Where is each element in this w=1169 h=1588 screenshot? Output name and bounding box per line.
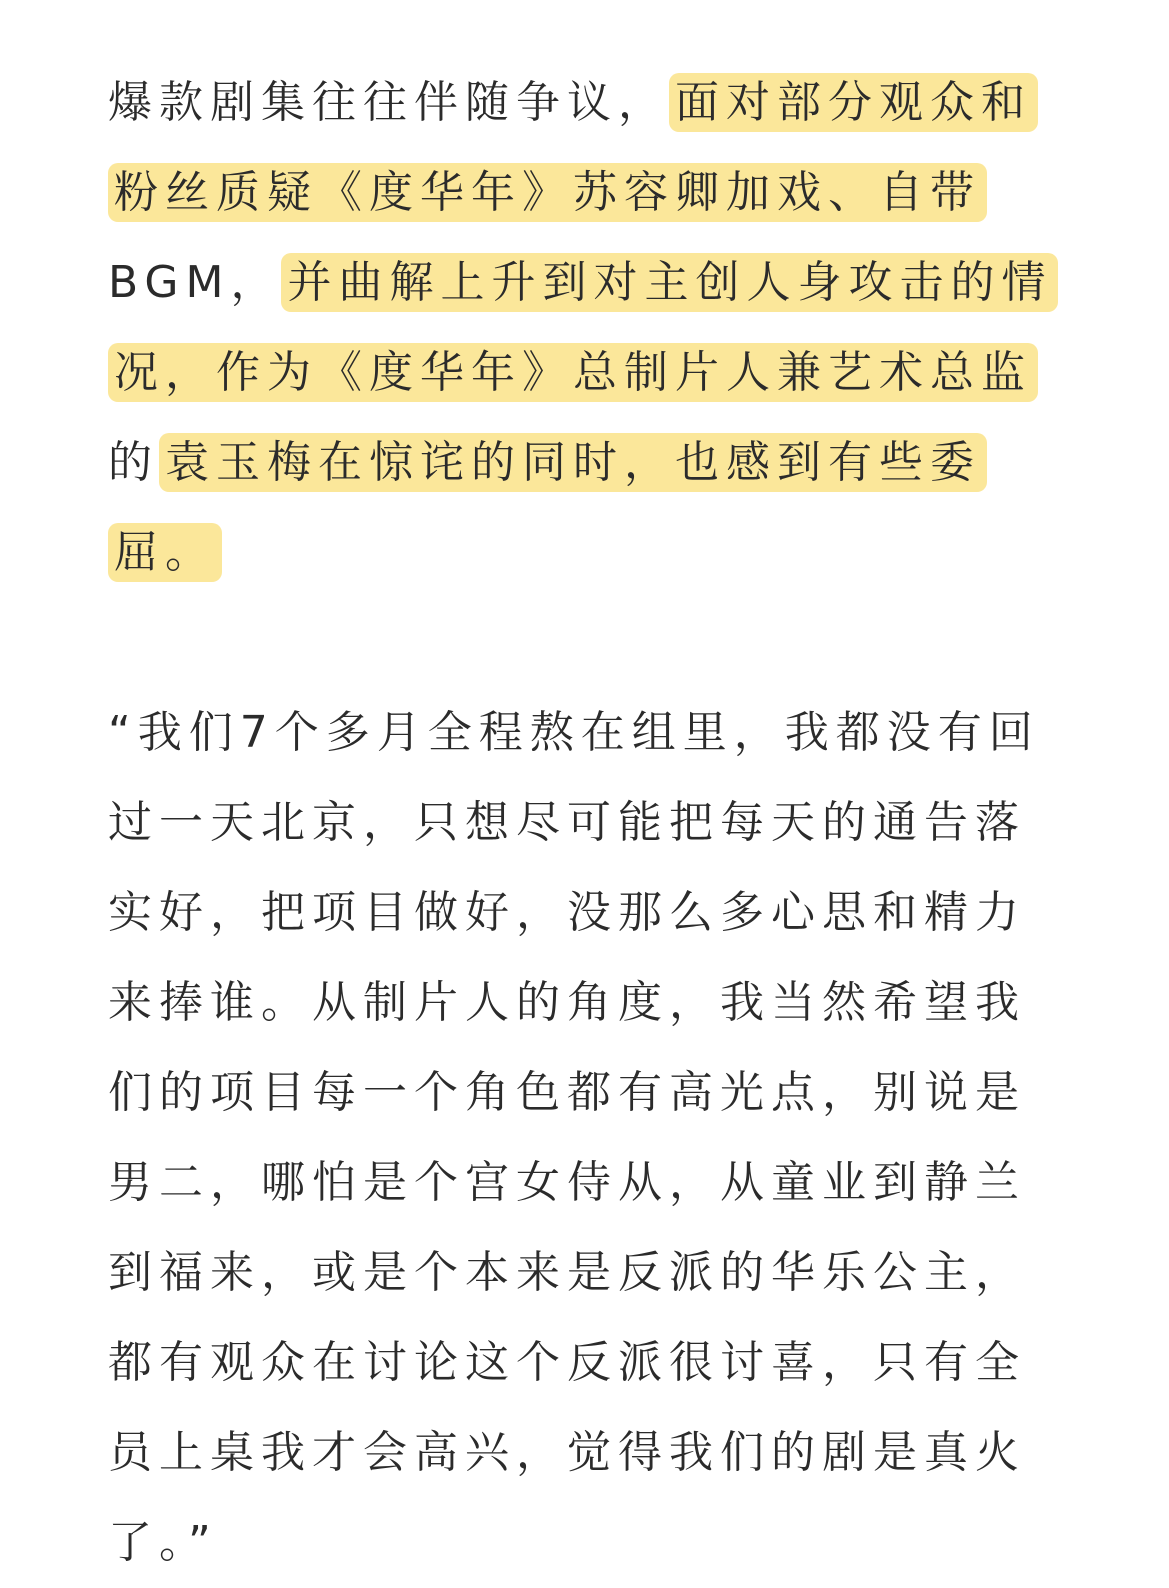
- paragraph-quote: [108, 688, 1063, 1588]
- text-line: 员上桌我才会高兴，觉得我们的剧是真火: [108, 1427, 1026, 1478]
- text-line: 过一天北京，只想尽可能把每天的通告落: [108, 797, 1026, 848]
- text-line: [108, 418, 1063, 508]
- highlighted-text: 并曲解上升到对主创人身攻击的情: [281, 253, 1058, 312]
- text-line: 实好，把项目做好，没那么多心思和精力: [108, 887, 1026, 938]
- text-line: [108, 328, 1063, 418]
- text-line: 到福来，或是个本来是反派的华乐公主，: [108, 1247, 1026, 1298]
- text-line: [108, 58, 1063, 148]
- text-line: [108, 508, 1063, 598]
- text-line: “我们7个多月全程熬在组里，我都没有回: [108, 707, 1040, 758]
- plain-text: 的: [108, 437, 159, 488]
- text-line: [108, 148, 1063, 238]
- text-line: 来捧谁。从制片人的角度，我当然希望我: [108, 977, 1026, 1028]
- paragraph-intro: [108, 58, 1063, 598]
- highlighted-text: 袁玉梅在惊诧的同时，也感到有些委: [159, 433, 987, 492]
- paragraph-gap: [108, 598, 1063, 688]
- text-line: 男二，哪怕是个宫女侍从，从童业到静兰: [108, 1157, 1026, 1208]
- plain-text: BGM，: [108, 257, 282, 308]
- plain-text: 爆款剧集往往伴随争议，: [108, 77, 669, 128]
- highlighted-text: 况，作为《度华年》总制片人兼艺术总监: [108, 343, 1038, 402]
- text-line: 了。”: [108, 1517, 218, 1568]
- text-line: [108, 238, 1063, 328]
- highlighted-text: 粉丝质疑《度华年》苏容卿加戏、自带: [108, 163, 987, 222]
- text-line: 们的项目每一个角色都有高光点，别说是: [108, 1067, 1026, 1118]
- text-line: 都有观众在讨论这个反派很讨喜，只有全: [108, 1337, 1026, 1388]
- article-body: [108, 58, 1063, 1588]
- highlighted-text: 屈。: [108, 523, 222, 582]
- highlighted-text: 面对部分观众和: [669, 73, 1038, 132]
